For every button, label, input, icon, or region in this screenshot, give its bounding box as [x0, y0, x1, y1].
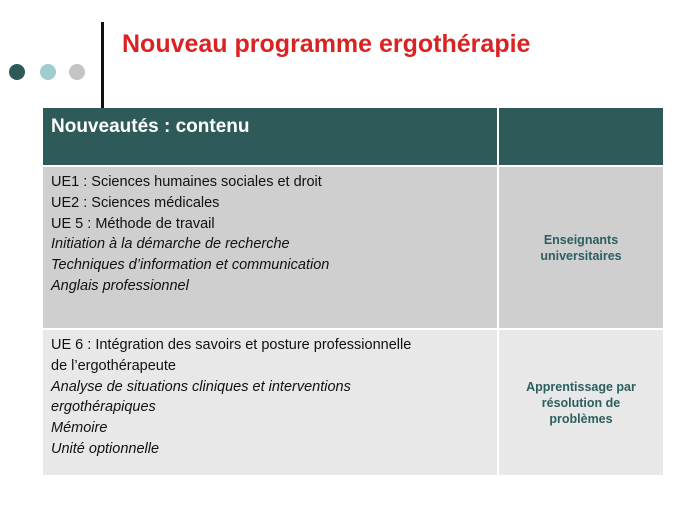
row-2-line-5: Mémoire	[51, 420, 108, 437]
table-row	[43, 328, 663, 475]
content-table	[43, 108, 663, 475]
row-1-line-1: UE1 : Sciences humaines sociales et droit	[51, 174, 322, 190]
slide-title: Nouveau programme ergothérapie	[122, 30, 531, 58]
row-1-line-3: UE 5 : Méthode de travail	[51, 215, 215, 232]
row-2-line-6: Unité optionnelle	[51, 440, 160, 457]
row-1-line-6: Anglais professionnel	[51, 277, 189, 294]
row-2-line-2: de l’ergothérapeute	[51, 357, 176, 374]
title-divider-line	[101, 22, 104, 108]
side-2-line-1: Apprentissage par	[526, 379, 636, 394]
table-header-row	[43, 108, 663, 165]
side-label-problem-based	[526, 379, 636, 427]
table-row-content	[43, 167, 499, 328]
side-1-line-2: universitaires	[540, 248, 622, 263]
row-1-line-4: Initiation à la démarche de recherche	[51, 236, 290, 253]
side-2-line-2: résolution de	[541, 395, 621, 410]
dot-teal	[40, 64, 56, 80]
table-header-right	[499, 108, 663, 165]
side-1-line-1: Enseignants	[543, 232, 619, 247]
row-2-line-1: UE 6 : Intégration des savoirs et posture professionnelle	[51, 337, 412, 353]
row-1-line-5: Techniques d’information et communication	[51, 257, 330, 274]
row-2-line-4: ergothérapiques	[51, 399, 156, 416]
dot-dark	[9, 64, 25, 80]
table-header-left: Nouveautés : contenu	[43, 108, 499, 165]
row-1-line-2: UE2 : Sciences médicales	[51, 194, 220, 211]
dot-grey	[69, 64, 85, 80]
table-row-content	[43, 330, 499, 475]
table-row-side	[499, 330, 663, 475]
table-row-side	[499, 167, 663, 328]
table-row	[43, 165, 663, 328]
side-2-line-3: problèmes	[549, 411, 613, 426]
row-2-line-3: Analyse de situations cliniques et interventions	[51, 378, 351, 395]
side-label-teachers	[540, 232, 621, 264]
